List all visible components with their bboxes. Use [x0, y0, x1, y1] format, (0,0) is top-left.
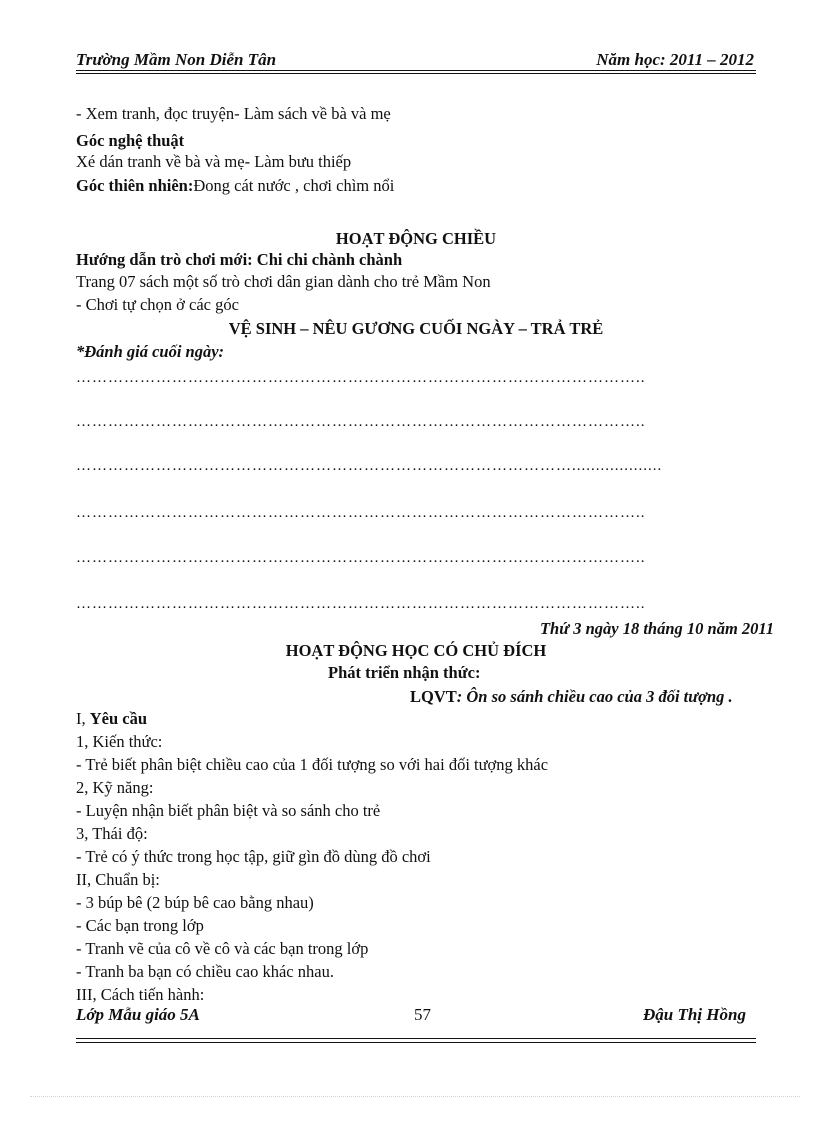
header-school: Trường Mầm Non Diễn Tân	[76, 50, 277, 69]
attitude-title: 3, Thái độ:	[76, 824, 148, 843]
footer-page-number: 57	[414, 1005, 431, 1024]
lesson-date: Thứ 3 ngày 18 tháng 10 năm 2011	[539, 619, 774, 638]
nature-corner-line	[76, 175, 394, 197]
evaluation-dotted-line: ……………………………………………………………………………………………..	[76, 414, 646, 430]
evaluation-dotted-line: ……………………………………………………………………………………………..	[76, 370, 646, 386]
header-rule	[76, 70, 756, 71]
requirements-title: Yêu cầu	[89, 709, 148, 728]
lqvt-text: : Ôn so sánh chiều cao của 3 đối tượng .	[456, 687, 733, 706]
knowledge-title: 1, Kiến thức:	[76, 732, 163, 751]
attitude-text: - Trẻ có ý thức trong học tập, giữ gìn đồ dùng đồ chơi	[76, 847, 431, 866]
afternoon-activity-heading: HOẠT ĐỘNG CHIỀU	[335, 229, 497, 248]
reading-line: - Xem tranh, đọc truyện- Làm sách về bà và mẹ	[76, 104, 391, 123]
requirements-prefix: I,	[76, 709, 90, 728]
preparation-item: - Tranh vẽ của cô về cô và các bạn trong lớp	[76, 939, 369, 958]
preparation-item: - Các bạn trong lớp	[76, 916, 204, 935]
art-corner-text: Xé dán tranh về bà và mẹ- Làm bưu thiếp	[76, 152, 352, 171]
preparation-item: - 3 búp bê (2 búp bê cao bằng nhau)	[76, 893, 314, 912]
free-play-line: - Chơi tự chọn ở các góc	[76, 295, 239, 314]
header-rule-2	[76, 73, 756, 74]
nature-corner-text: Đong cát nước , chơi chìm nổi	[193, 176, 395, 195]
preparation-title: II, Chuẩn bị:	[76, 870, 160, 889]
knowledge-text: - Trẻ biết phân biệt chiều cao của 1 đối tượng so với hai đối tượng khác	[76, 755, 549, 774]
evaluation-title: *Đánh giá cuối ngày:	[76, 342, 225, 361]
evaluation-dotted-line: ……………………………………………………………………………………………..	[76, 505, 646, 521]
new-game-text: Trang 07 sách một số trò chơi dân gian dành cho trẻ Mầm Non	[76, 272, 491, 291]
header-school-year: Năm học: 2011 – 2012	[596, 50, 754, 69]
lesson-activity-heading: HOẠT ĐỘNG HỌC CÓ CHỦ ĐÍCH	[285, 641, 547, 660]
evaluation-dotted-line: …………………………………………………………………………………...................	[76, 458, 663, 474]
footer-class-name: Lớp Mẫu giáo 5A	[76, 1005, 200, 1024]
evaluation-dotted-line: ……………………………………………………………………………………………..	[76, 550, 646, 566]
new-game-title: Hướng dẫn trò chơi mới: Chi chi chành chành	[76, 250, 403, 269]
procedure-title: III, Cách tiến hành:	[76, 985, 205, 1004]
development-title: Phát triển nhận thức:	[328, 663, 481, 682]
skill-title: 2, Kỹ năng:	[76, 778, 154, 797]
art-corner-title: Góc nghệ thuật	[76, 131, 185, 150]
page-edge-dotted-line	[30, 1096, 800, 1097]
evaluation-dotted-line: ……………………………………………………………………………………………..	[76, 596, 646, 612]
skill-text: - Luyện nhận biết phân biệt và so sánh cho trẻ	[76, 801, 381, 820]
requirements-heading	[76, 708, 147, 730]
nature-corner-title: Góc thiên nhiên:	[76, 176, 194, 195]
page-header	[76, 50, 756, 72]
preparation-item: - Tranh ba bạn có chiều cao khác nhau.	[76, 962, 334, 981]
page-footer	[76, 1005, 756, 1029]
footer-teacher: Đậu Thị Hồng	[643, 1005, 746, 1024]
lqvt-label: LQVT	[410, 687, 457, 706]
lqvt-line	[410, 686, 733, 708]
footer-rule-2	[76, 1042, 756, 1043]
footer-rule	[76, 1038, 756, 1039]
hygiene-heading: VỆ SINH – NÊU GƯƠNG CUỐI NGÀY – TRẢ TRẺ	[228, 319, 604, 338]
